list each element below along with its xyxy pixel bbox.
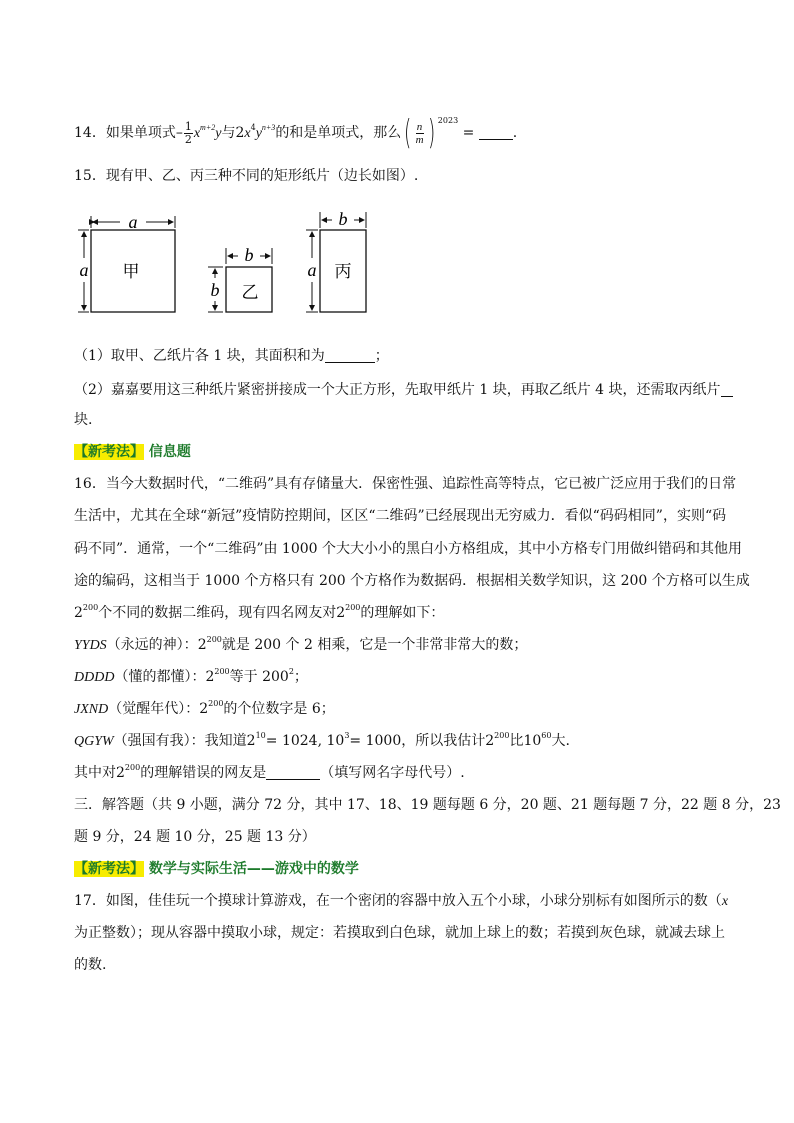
q16-line-2: 生活中，尤其在全球“新冠”疫情防控期间，区区“二维码”已经展现出无穷威力．看似“码码相同”，实则“码 — [74, 508, 727, 524]
q14-exp2: 4 — [250, 123, 256, 132]
bing-side-label: a — [307, 260, 317, 280]
q15-part2 — [74, 380, 733, 400]
q16-item-qgyw: QGYW（强国有我）：我知道$2^{10}= 1024$, $10^3= 1000$，所以我估计$2^{200}$比$10^{60}$大. — [74, 731, 570, 749]
section3-heading-1: 三．解答题（共 9 小题，满分 72 分，其中 17、18、19 题每题 6 分，20 题、21 题每题 7 分，22 题 8 分，23 — [74, 797, 781, 813]
q16-answer-blank[interactable] — [266, 765, 320, 780]
bing-label: 丙 — [334, 262, 352, 282]
q16-question: 其中对$2^{200}$的理解错误的网友是 （填写网名字母代号）. — [74, 763, 465, 781]
q14-exp3: n+3 — [261, 123, 276, 132]
q15-title: 15．现有甲、乙、丙三种不同的矩形纸片（边长如图）. — [74, 168, 419, 184]
q14-var-y: y — [215, 126, 222, 141]
q14-var-x: x — [193, 126, 201, 141]
q15-part2-blank[interactable] — [721, 382, 733, 397]
section3-heading-2: 题 9 分，24 题 10 分，25 题 13 分） — [74, 829, 316, 845]
tag2-text: 数学与实际生活——游戏中的数学 — [148, 861, 359, 877]
q14-power: 2023 — [437, 116, 459, 125]
tag1-bracket: 【新考法】 — [74, 444, 144, 460]
q15-part2-cont: 块. — [74, 412, 93, 428]
q15-part2-text: （2）嘉嘉要用这三种纸片紧密拼接成一个大正方形，先取甲纸片 1 块，再取乙纸片 4 块，还需取丙纸片 — [74, 382, 721, 398]
q14-mid: 与 — [221, 125, 236, 141]
question-14: 14．如果单项式– $\frac{1}{2}$ $x^{m+2}y$与$2x^4y^{n+3}$的和是单项式，那么( $\frac{n}{m}$ ) $^{2023}$ = . — [74, 113, 518, 153]
q15-figure — [70, 208, 370, 318]
q17-line-3: 的数. — [74, 957, 107, 973]
q14-var-y2: y — [255, 126, 262, 141]
q14-var-x2: x — [244, 126, 251, 141]
q16-line-5: $2^{200}$个不同的数据二维码，现有四名网友对$2^{200}$的理解如下： — [74, 603, 445, 621]
q14-fraction-nm: $\frac{n}{m}$ — [415, 120, 424, 146]
q17-line-1: 17．如图，佳佳玩一个摸球计算游戏，在一个密闭的容器中放入五个小球，小球分别标有如图所示的数（x — [74, 893, 729, 909]
tag2-bracket: 【新考法】 — [74, 861, 144, 877]
q16-item-yyds: YYDS（永远的神）：$2^{200}$就是 200 个 2 相乘，它是一个非常非常大的数； — [74, 635, 528, 653]
yi-side-label: b — [210, 280, 220, 300]
q16-item-dddd: DDDD（懂的都懂）：$2^{200}$等于 $200^2$； — [74, 667, 308, 685]
q15-part1 — [74, 346, 389, 366]
q16-item-jxnd: JXND（觉醒年代）：$2^{200}$的个位数字是 6； — [74, 699, 335, 717]
jia-top-label: a — [128, 212, 138, 232]
q14-tail: 的和是单项式，那么 — [275, 125, 402, 141]
q14-fraction: $\frac{1}{2}$ — [184, 119, 192, 146]
q14-lead: 14．如果单项式 — [74, 125, 176, 141]
q16-line-3: 码不同”．通常，一个“二维码”由 1000 个大大小小的黑白小方格组成，其中小方格专门用做纠错码和其他用 — [74, 541, 742, 557]
q16-line-4: 途的编码，这相当于 1000 个方格只有 200 个方格作为数据码．根据相关数学知识，这 200 个方格可以生成 — [74, 573, 750, 589]
q17-line-2: 为正整数）；现从容器中摸取小球，规定：若摸取到白色球，就加上球上的数；若摸到灰色球，就减去球上 — [74, 925, 725, 941]
tag1-text: 信息题 — [148, 444, 191, 460]
yi-top-label: b — [244, 245, 254, 265]
jia-label: 甲 — [122, 262, 140, 282]
jia-side-label: a — [79, 260, 89, 280]
q15-part1-text: （1）取甲、乙纸片各 1 块，其面积和为 — [74, 348, 325, 364]
q15-part1-end: ； — [374, 348, 389, 364]
q14-equals: = — [462, 125, 475, 141]
q14-answer-blank[interactable] — [479, 125, 513, 140]
q15-part1-blank[interactable] — [325, 348, 375, 363]
new-method-tag-2 — [74, 859, 359, 879]
q14-coef: 2 — [235, 125, 245, 141]
q14-exp: m+2 — [200, 123, 216, 132]
bing-top-label: b — [338, 209, 348, 229]
q14-period: . — [512, 125, 518, 141]
new-method-tag-1 — [74, 442, 191, 462]
yi-label: 乙 — [241, 283, 259, 303]
q16-line-1: 16．当今大数据时代，“二维码”具有存储量大．保密性强、追踪性高等特点，它已被广泛应用于我们的日常 — [74, 476, 737, 492]
